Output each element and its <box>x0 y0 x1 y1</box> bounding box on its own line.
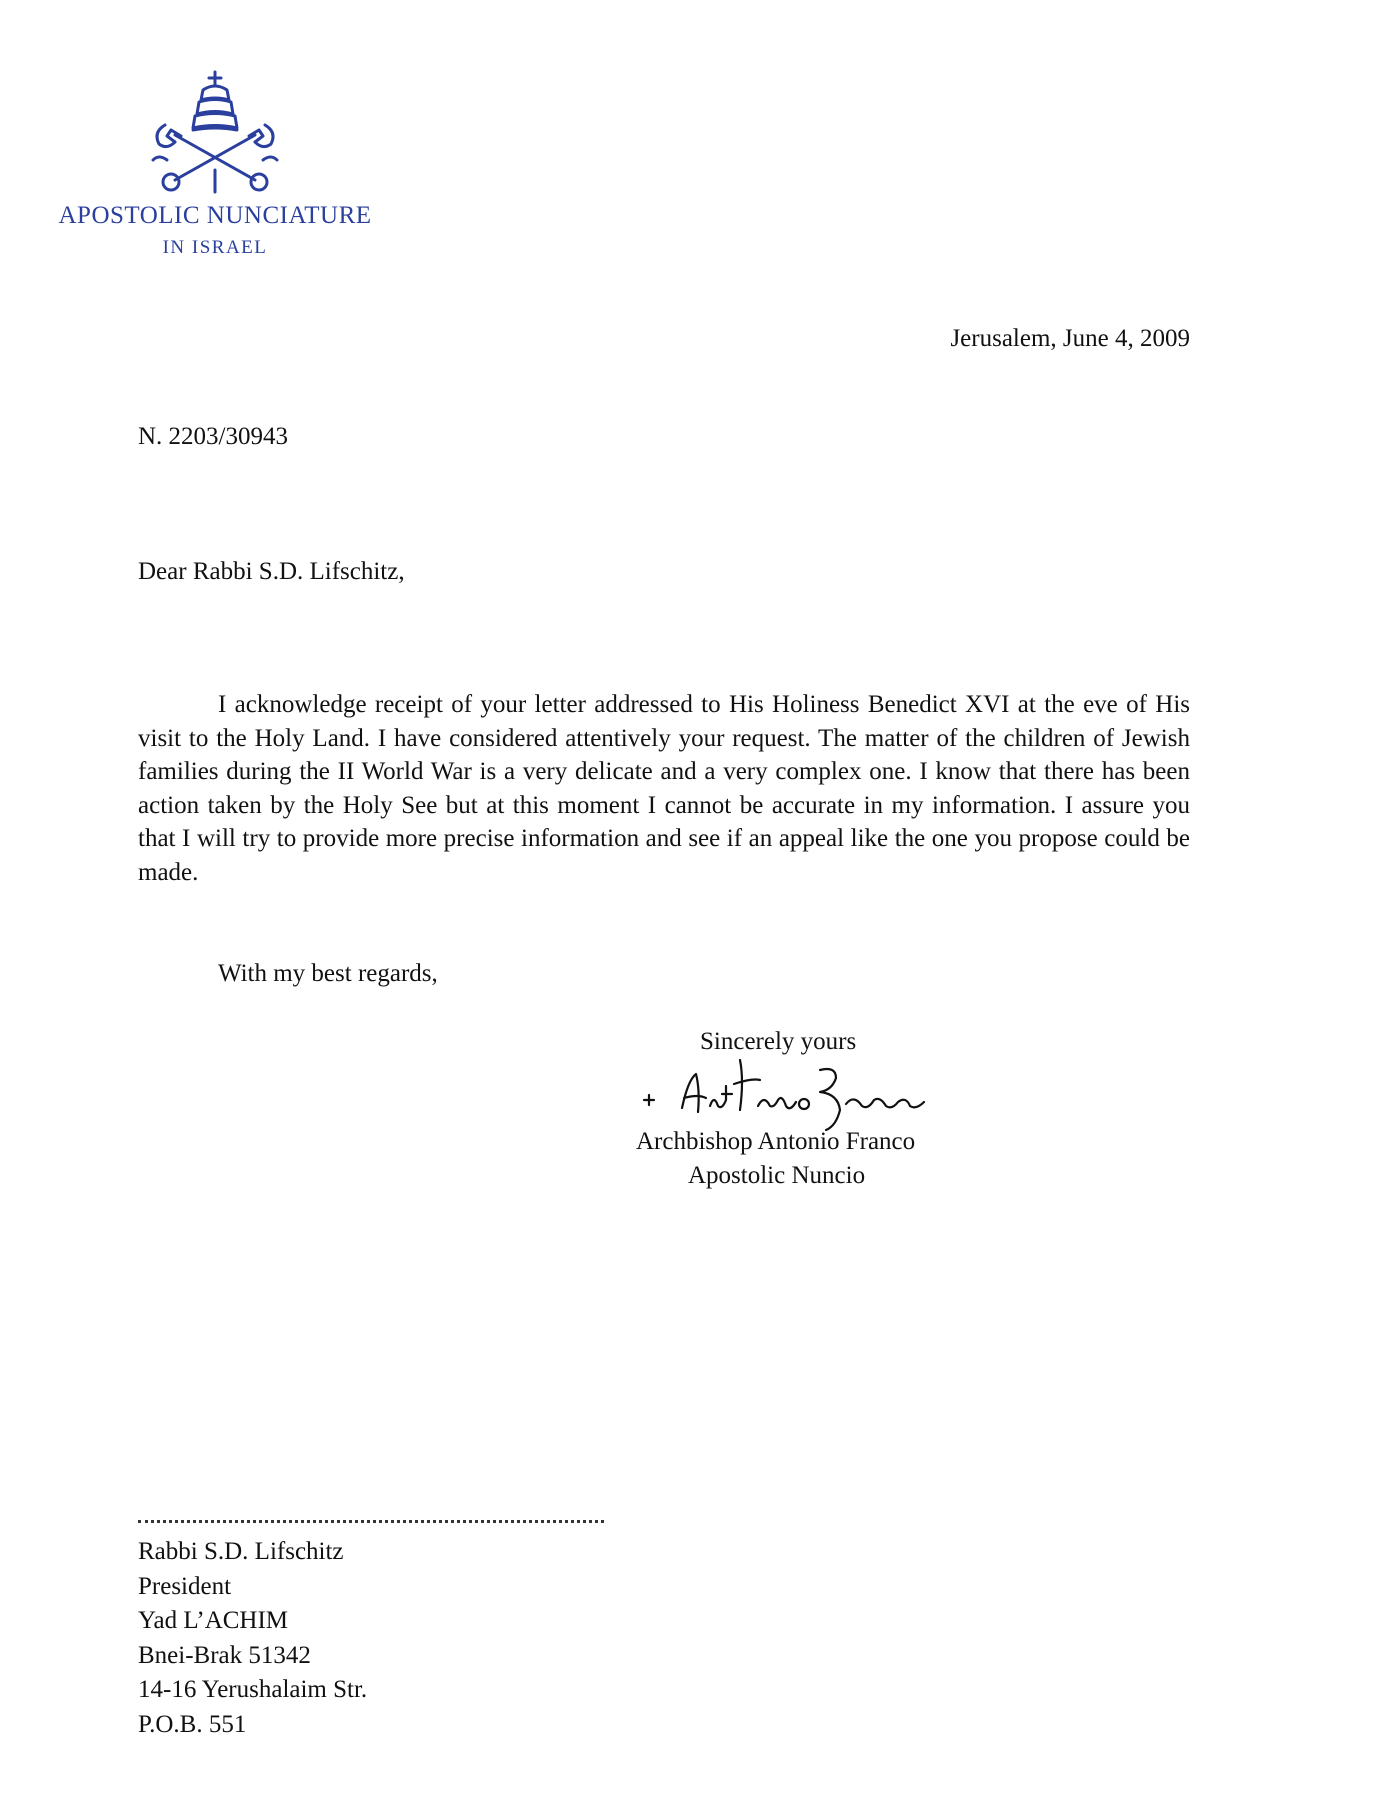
address-line: 14-16 Yerushalaim Str. <box>138 1676 368 1703</box>
sincerely-line: Sincerely yours <box>700 1028 857 1055</box>
salutation: Dear Rabbi S.D. Lifschitz, <box>138 558 405 585</box>
reference-number: N. 2203/30943 <box>138 423 288 450</box>
address-line: Rabbi S.D. Lifschitz <box>138 1538 344 1565</box>
address-line: Bnei-Brak 51342 <box>138 1641 311 1669</box>
letterhead <box>55 70 375 261</box>
address-divider <box>138 1520 604 1523</box>
signer-title: Apostolic Nuncio <box>688 1162 866 1189</box>
date-line: Jerusalem, June 4, 2009 <box>950 325 1190 352</box>
letter-body: I acknowledge receipt of your letter addressed to His Holiness Benedict XVI at the eve of His visit to the Holy Land. I have considered attentively your request. The matter of the children of Jewish families during the II World War is a very delicate and a very complex one. I know that there has been action taken by the Holy See but at this moment I cannot be accurate in my information. I assure you that I will try to provide more precise information and see if an appeal like the one you propose could be made. <box>138 691 1190 886</box>
address-line: President <box>138 1572 232 1600</box>
organization-location: IN ISRAEL <box>162 237 268 258</box>
closing-line: With my best regards, <box>218 960 438 987</box>
address-line: P.O.B. 551 <box>138 1710 247 1738</box>
organization-name: APOSTOLIC NUNCIATURE <box>58 202 372 229</box>
address-line: Yad L’ACHIM <box>138 1607 289 1634</box>
signer-name: Archbishop Antonio Franco <box>636 1128 916 1155</box>
recipient-address <box>138 1535 367 1742</box>
papal-crest-icon <box>145 70 285 195</box>
